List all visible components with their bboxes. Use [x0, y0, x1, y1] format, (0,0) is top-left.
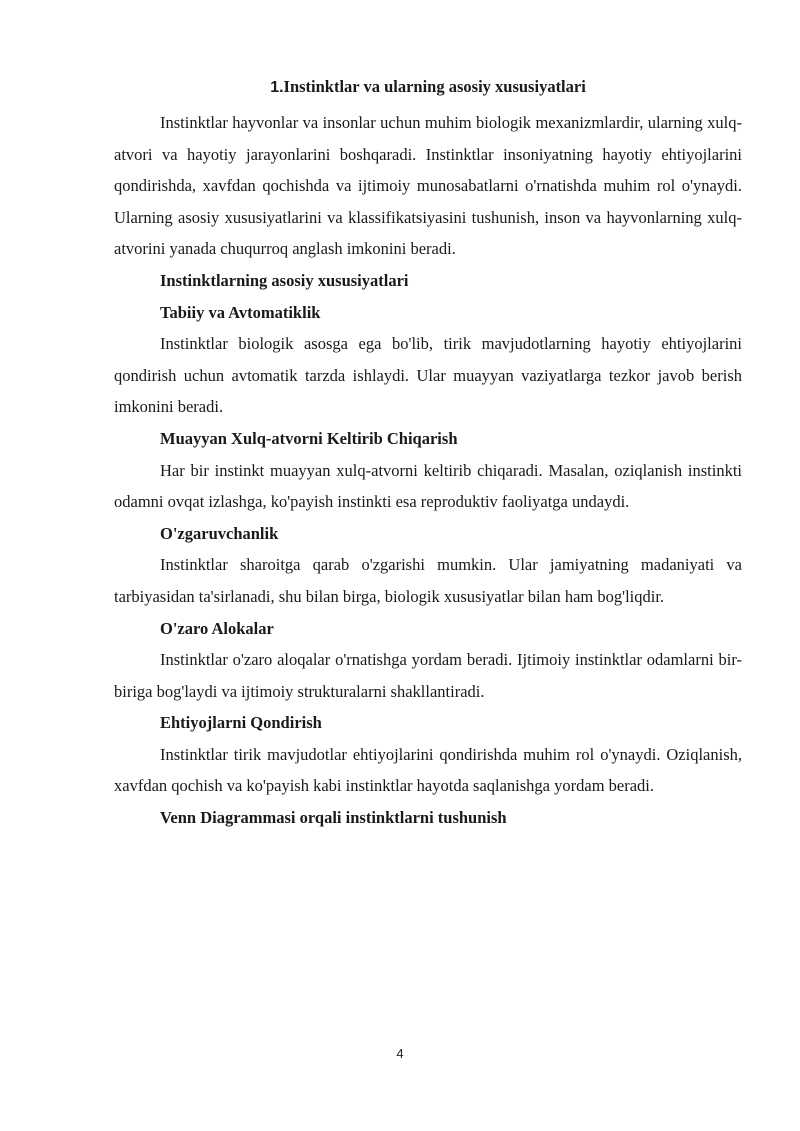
- title-number: 1.: [270, 79, 284, 96]
- subsection-heading-4: O'zaro Alokalar: [160, 618, 274, 638]
- document-title: [114, 74, 742, 101]
- subsection-paragraph-2: Har bir instinkt muayyan xulq-atvorni keltirib chiqaradi. Masalan, oziqlanish instinkti odamni ovqat izlashga, ko'payish instinkti esa reproduktiv faoliyatga undaydi.: [114, 460, 742, 512]
- subsection-heading-3: O'zgaruvchanlik: [160, 523, 279, 543]
- intro-paragraph: Instinktlar hayvonlar va insonlar uchun muhim biologik mexanizmlardir, ularning xulq-atvori va hayotiy jarayonlarini boshqaradi. Instinktlar insoniyatning hayotiy ehtiyojlarini qondirishda, xavfdan qochishda va ijtimoiy munosabatlarni o'rnatishda muhim rol o'ynaydi. Ularning asosiy xususiyatlarini va klassifikatsiyasini tushunish, inson va hayvonlarning xulq-atvorini yanada chuqurroq anglash imkonini beradi.: [114, 113, 742, 259]
- subsection-paragraph-5: Instinktlar tirik mavjudotlar ehtiyojlarini qondirishda muhim rol o'ynaydi. Oziqlanish, xavfdan qochish va ko'payish kabi instinktlar hayotda saqlanishga yordam beradi.: [114, 744, 742, 796]
- document-page: [114, 74, 742, 834]
- subsection-paragraph-4: Instinktlar o'zaro aloqalar o'rnatishga yordam beradi. Ijtimoiy instinktlar odamlarni bir-biriga bog'laydi va ijtimoiy strukturalarni shakllantiradi.: [114, 650, 742, 701]
- subsection-paragraph-1: Instinktlar biologik asosga ega bo'lib, tirik mavjudotlarning hayotiy ehtiyojlarini qondirish uchun avtomatik tarzda ishlaydi. Ular muayyan vaziyatlarga tezkor javob berish imkonini beradi.: [114, 334, 742, 417]
- subsection-paragraph-3: Instinktlar sharoitga qarab o'zgarishi mumkin. Ular jamiyatning madaniyati va tarbiyasidan ta'sirlanadi, shu bilan birga, biologik xususiyatlar bilan ham bog'liqdir.: [114, 555, 742, 606]
- subsection-heading-5: Ehtiyojlarni Qondirish: [160, 713, 322, 733]
- title-text: Instinktlar va ularning asosiy xususiyatlari: [283, 77, 586, 96]
- subsection-heading-1: Tabiiy va Avtomatiklik: [160, 302, 321, 322]
- subsection-heading-2: Muayyan Xulq-atvorni Keltirib Chiqarish: [160, 428, 458, 448]
- page-number: 4: [396, 1046, 404, 1061]
- section-heading: Instinktlarning asosiy xususiyatlari: [160, 270, 409, 290]
- closing-heading: Venn Diagrammasi orqali instinktlarni tushunish: [160, 808, 507, 828]
